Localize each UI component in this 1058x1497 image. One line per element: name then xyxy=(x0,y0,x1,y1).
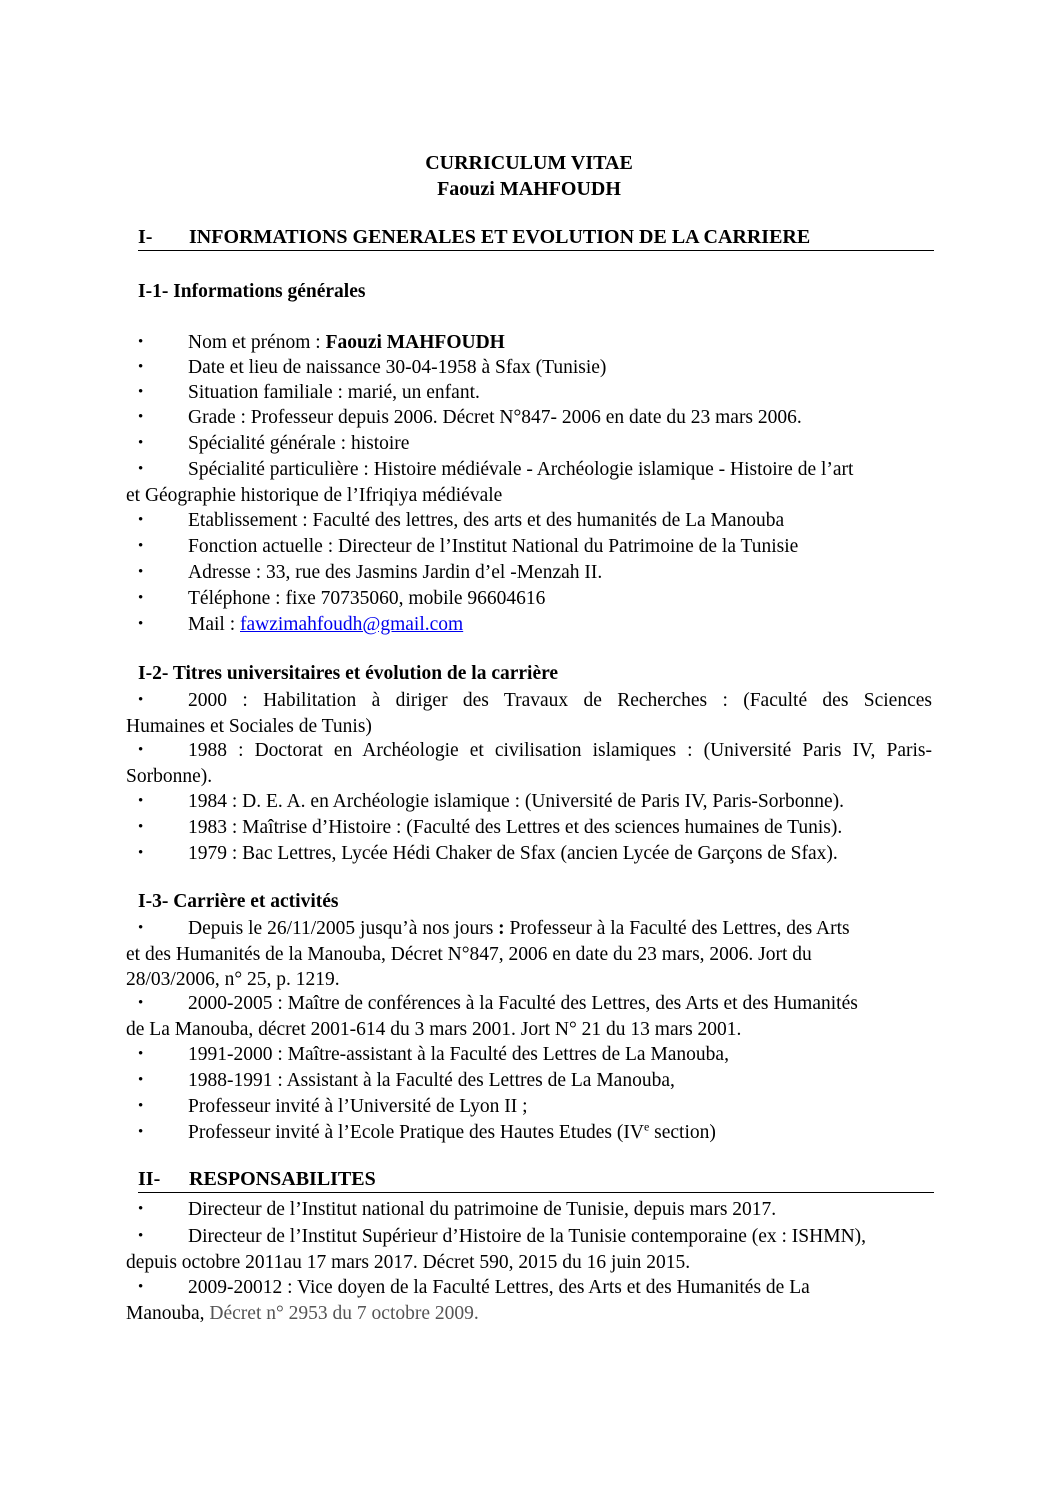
list-item-function: • Fonction actuelle : Directeur de l’Institut National du Patrimoine de la Tunisie xyxy=(126,534,932,560)
list-item-assistant: • 1988-1991 : Assistant à la Faculté des Lettres de La Manouba, xyxy=(126,1068,932,1094)
list-item-speciality: • Spécialité générale : histoire xyxy=(126,431,932,457)
bullet-icon: • xyxy=(138,359,144,375)
bullet-icon: • xyxy=(138,616,144,632)
person-name: Faouzi MAHFOUDH xyxy=(325,332,505,353)
bullet-icon: • xyxy=(138,920,144,936)
list-item-grade: • Grade : Professeur depuis 2006. Décret N°847- 2006 en date du 23 mars 2006. xyxy=(126,405,932,431)
bullet-icon: • xyxy=(138,384,144,400)
subsection-title-degrees: I-2- Titres universitaires et évolution de la carrière xyxy=(138,663,559,684)
bullet-icon: • xyxy=(138,461,144,477)
list-item-lyon: • Professeur invité à l’Université de Lyon II ; xyxy=(126,1094,932,1120)
bullet-icon: • xyxy=(138,1046,144,1062)
section-title: RESPONSABILITES xyxy=(189,1168,376,1190)
list-item-maitrise: • 1983 : Maîtrise d’Histoire : (Faculté des Lettres et des sciences humaines de Tunis). xyxy=(126,815,932,841)
list-item-birth: • Date et lieu de naissance 30-04-1958 à Sfax (Tunisie) xyxy=(126,355,932,381)
bullet-icon: • xyxy=(138,409,144,425)
bullet-icon: • xyxy=(138,334,144,350)
list-item-maitre-assistant: • 1991-2000 : Maître-assistant à la Faculté des Lettres de La Manouba, xyxy=(126,1042,932,1068)
bullet-icon: • xyxy=(138,692,144,708)
bullet-icon: • xyxy=(138,1098,144,1114)
list-item-dea: • 1984 : D. E. A. en Archéologie islamique : (Université de Paris IV, Paris-Sorbonne). xyxy=(126,789,932,815)
person-name-title: Faouzi MAHFOUDH xyxy=(437,178,621,200)
list-item-particular-speciality: • Spécialité particulière : Histoire médiévale - Archéologie islamique - Histoire de l’art et Géographie historique de l’Ifriqiya médiévale xyxy=(126,459,854,506)
list-item-hdr: • 2000 : Habilitation à diriger des Travaux de Recherches : (Faculté des Sciences Humaines et Sociales de Tunis) xyxy=(126,690,932,737)
bullet-icon: • xyxy=(138,1228,144,1244)
section-heading-responsibilities xyxy=(138,1168,934,1193)
list-item-mail: • Mail : fawzimahfoudh@gmail.com xyxy=(126,612,932,638)
document-title: CURRICULUM VITAE xyxy=(425,152,633,174)
bullet-icon: • xyxy=(138,590,144,606)
section-heading-general xyxy=(138,226,934,251)
list-item-inp-director: • Directeur de l’Institut national du patrimoine de Tunisie, depuis mars 2017. xyxy=(126,1197,932,1223)
bullet-icon: • xyxy=(138,1201,144,1217)
bullet-icon: • xyxy=(138,564,144,580)
subsection-title-career: I-3- Carrière et activités xyxy=(138,891,339,912)
list-item-family: • Situation familiale : marié, un enfant. xyxy=(126,380,932,406)
section-title: INFORMATIONS GENERALES ET EVOLUTION DE LA CARRIERE xyxy=(189,226,811,248)
list-item-establishment: • Etablissement : Faculté des lettres, des arts et des humanités de La Manouba xyxy=(126,508,932,534)
list-item-ishmn-director: • Directeur de l’Institut Supérieur d’Histoire de la Tunisie contemporaine (ex : ISHMN), depuis octobre 2011au 17 mars 2017. Décret 590, 2015 du 16 juin 2015. xyxy=(126,1226,867,1273)
list-item-address: • Adresse : 33, rue des Jasmins Jardin d’el -Menzah II. xyxy=(126,560,932,586)
bullet-icon: • xyxy=(138,1124,144,1140)
bullet-icon: • xyxy=(138,742,144,758)
bullet-icon: • xyxy=(138,1279,144,1295)
section-number: II- xyxy=(138,1168,161,1190)
bullet-icon: • xyxy=(138,995,144,1011)
bullet-icon: • xyxy=(138,538,144,554)
bullet-icon: • xyxy=(138,435,144,451)
list-item-name: • Nom et prénom : Faouzi MAHFOUDH xyxy=(126,330,932,356)
bullet-icon: • xyxy=(138,793,144,809)
section-number: I- xyxy=(138,226,153,248)
list-item-ephe: • Professeur invité à l’Ecole Pratique des Hautes Etudes (IVe section) xyxy=(126,1120,932,1146)
bullet-icon: • xyxy=(138,1072,144,1088)
bullet-icon: • xyxy=(138,845,144,861)
bullet-icon: • xyxy=(138,819,144,835)
bullet-icon: • xyxy=(138,512,144,528)
list-item-maitre-conferences: • 2000-2005 : Maître de conférences à la Faculté des Lettres, des Arts et des Humanités de La Manouba, décret 2001-614 du 3 mars 2001. Jort N° 21 du 13 mars 2001. xyxy=(126,993,858,1040)
list-item-doctorate: • 1988 : Doctorat en Archéologie et civilisation islamiques : (Université Paris IV, Paris- Sorbonne). xyxy=(126,740,932,787)
list-item-bac: • 1979 : Bac Lettres, Lycée Hédi Chaker de Sfax (ancien Lycée de Garçons de Sfax). xyxy=(126,841,932,867)
list-item-vice-dean: • 2009-20012 : Vice doyen de la Faculté Lettres, des Arts et des Humanités de La Manouba, Décret n° 2953 du 7 octobre 2009. xyxy=(126,1277,810,1324)
list-item-professor: • Depuis le 26/11/2005 jusqu’à nos jours : Professeur à la Faculté des Lettres, des Arts et des Humanités de la Manouba, Décret N°847, 2006 en date du 23 mars, 2006. Jort du 28/03/2006, n° 25, p. 1219. xyxy=(126,918,850,990)
email-link[interactable]: fawzimahfoudh@gmail.com xyxy=(240,614,464,635)
list-item-phone: • Téléphone : fixe 70735060, mobile 96604616 xyxy=(126,586,932,612)
subsection-title-general-info: I-1- Informations générales xyxy=(138,281,366,302)
